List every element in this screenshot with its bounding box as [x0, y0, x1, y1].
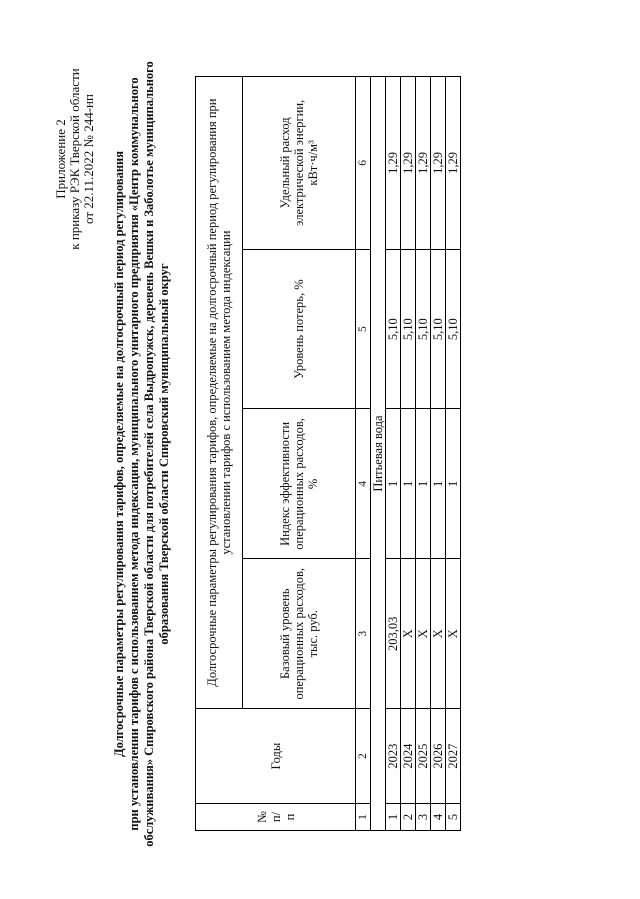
column-numbering-row [356, 77, 371, 831]
table-row [446, 77, 461, 831]
row-year: 2025 [416, 709, 431, 804]
appendix-block [54, 44, 96, 274]
title-line: Долгосрочные параметры регулирования тарифов, определяемые на долгосрочный период регулирования [112, 151, 126, 758]
document-title [112, 39, 172, 869]
header-number: № п/п [196, 804, 356, 831]
header-efficiency-index: Индекс эффективности операционных расходов, % [243, 409, 356, 559]
row-year: 2024 [401, 709, 416, 804]
row-year: 2027 [446, 709, 461, 804]
row-efficiency-index: 1 [446, 409, 461, 559]
row-year: 2026 [431, 709, 446, 804]
table-row [416, 77, 431, 831]
row-number: 4 [431, 804, 446, 831]
column-number: 5 [356, 249, 371, 409]
column-number: 3 [356, 559, 371, 709]
appendix-line: к приказу РЭК Тверской области [67, 68, 82, 250]
title-line: образования Тверской области Спировский муниципальный округ [157, 263, 171, 645]
row-energy-consumption: 1,29 [401, 77, 416, 250]
header-years: Годы [196, 709, 356, 804]
header-loss-level: Уровень потерь, % [243, 249, 356, 409]
row-number: 5 [446, 804, 461, 831]
row-efficiency-index: 1 [386, 409, 401, 559]
row-loss-level: 5,10 [416, 249, 431, 409]
title-line: при установлении тарифов с использованием метода индексации, муниципального унитарного предприятия «Центр коммунального [127, 77, 141, 831]
row-energy-consumption: 1,29 [416, 77, 431, 250]
title-line: обслуживания» Спировского района Тверской области для потребителей села Выдропужск, деревень Вешки и Заболотье муниципального [142, 61, 156, 847]
row-loss-level: 5,10 [386, 249, 401, 409]
row-base-opex: Х [446, 559, 461, 709]
row-base-opex: Х [416, 559, 431, 709]
row-number: 1 [386, 804, 401, 831]
table-row [386, 77, 401, 831]
row-base-opex: Х [431, 559, 446, 709]
row-efficiency-index: 1 [416, 409, 431, 559]
header-group: Долгосрочные параметры регулирования тарифов, определяемые на долгосрочный период регулирования при установлении тарифов с использованием метода индексации [196, 77, 243, 709]
row-energy-consumption: 1,29 [431, 77, 446, 250]
row-efficiency-index: 1 [431, 409, 446, 559]
header-base-opex: Базовый уровень операционных расходов, тыс. руб. [243, 559, 356, 709]
row-energy-consumption: 1,29 [446, 77, 461, 250]
row-number: 2 [401, 804, 416, 831]
header-energy-consumption: Удельный расход электрической энергии, кВт·ч/м³ [243, 77, 356, 250]
appendix-line: Приложение 2 [53, 119, 68, 199]
row-energy-consumption: 1,29 [386, 77, 401, 250]
table-row [401, 77, 416, 831]
row-loss-level: 5,10 [431, 249, 446, 409]
row-efficiency-index: 1 [401, 409, 416, 559]
column-number: 6 [356, 77, 371, 250]
row-base-opex: 203,03 [386, 559, 401, 709]
row-year: 2023 [386, 709, 401, 804]
column-number: 2 [356, 709, 371, 804]
table-row [431, 77, 446, 831]
row-loss-level: 5,10 [446, 249, 461, 409]
appendix-line: от 22.11.2022 № 244-нп [81, 94, 96, 224]
row-base-opex: Х [401, 559, 416, 709]
row-loss-level: 5,10 [401, 249, 416, 409]
tariff-parameters-table [195, 76, 461, 831]
column-number: 1 [356, 804, 371, 831]
column-number: 4 [356, 409, 371, 559]
section-heading: Питьевая вода [371, 77, 386, 831]
row-number: 3 [416, 804, 431, 831]
